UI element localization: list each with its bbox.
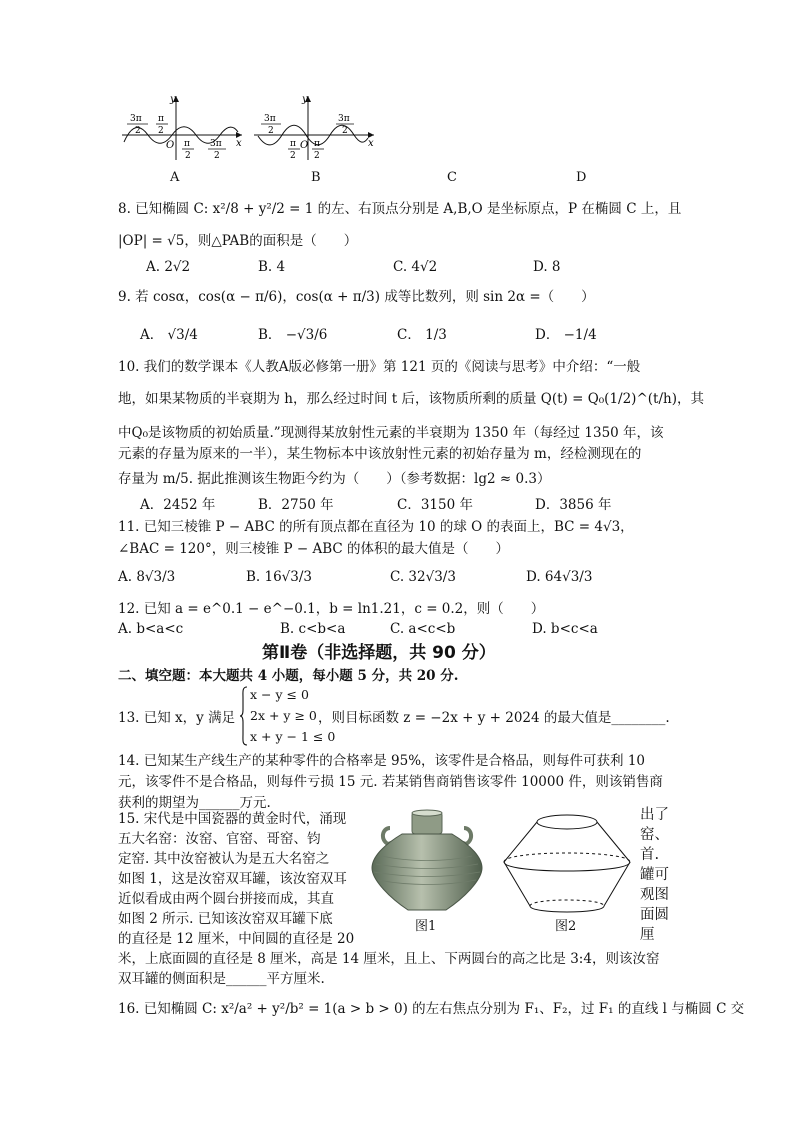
q14-line2: 元，该零件不是合格品，则每件亏损 15 元. 若某销售商销售该零件 10000 件，则该销售商 [118, 774, 663, 790]
graph-a-n3pi-den: 2 [135, 126, 141, 136]
q15-right7: 厘 [640, 927, 655, 943]
q8-option-c: C. 4√2 [393, 259, 438, 275]
graph-a-npi-den: 2 [158, 126, 164, 136]
jar-figure-image [368, 806, 486, 916]
q16-stem: 16. 已知椭圆 C: x²/a² + y²/b² = 1(a > b > 0) 的左右焦点分别为 F₁、F₂，过 F₁ 的直线 l 与椭圆 C 交 [118, 1001, 745, 1017]
graph-b-pi: π [314, 139, 320, 149]
graph-a-pi: π [184, 139, 190, 149]
q14-line3: 获利的期望为______万元. [118, 795, 271, 811]
graph-b-3pi-den: 2 [342, 126, 348, 136]
q12-option-a: A. b<a<c [118, 621, 184, 637]
q12-option-d: D. b<c<a [532, 621, 598, 637]
graph-a-3pi-den: 2 [214, 151, 220, 161]
q15-line3: 定窑. 其中汝窑被认为是五大名窑之 [118, 851, 330, 867]
q15-right5: 观图 [640, 887, 669, 903]
q13-brace [239, 686, 249, 746]
q13-system-row3: x + y − 1 ≤ 0 [250, 729, 336, 744]
q11-option-a: A. 8√3/3 [118, 569, 176, 585]
q10-line1: 10. 我们的数学课本《人教A版必修第一册》第 121 页的《阅读与思考》中介绍：“一般 [118, 359, 641, 375]
q9-option-a: A． √3/4 [140, 327, 198, 343]
q10-line4: 元素的存量为原来的一半），某生物标本中该放射性元素的初始存量为 m，经检测现在的 [118, 446, 642, 462]
graph-a-pi-den: 2 [185, 151, 191, 161]
q9-stem: 9. 若 cosα，cos(α − π/6)，cos(α + π/3) 成等比数列，则 sin 2α =（ ） [118, 289, 595, 305]
q15-line9: 双耳罐的侧面积是______平方厘米. [118, 971, 325, 987]
q10-line3: 中Q₀是该物质的初始质量.”现测得某放射性元素的半衰期为 1350 年（每经过 1350 年，该 [118, 425, 664, 441]
graph-label-d: D [576, 170, 587, 185]
frustum-figure-diagram [500, 812, 634, 914]
q9-option-d: D． −1/4 [535, 327, 597, 343]
q15-line5: 近似看成由两个圆台拼接而成，其直 [118, 891, 334, 907]
graph-b-n3pi: 3π [264, 114, 276, 124]
graph-a-origin: O [166, 140, 175, 151]
q15-line6: 如图 2 所示. 已知该汝窑双耳罐下底 [118, 911, 333, 927]
q13-system-row1: x − y ≤ 0 [250, 687, 309, 702]
graph-b-npi-den: 2 [290, 151, 296, 161]
q11-line1: 11. 已知三棱锥 P − ABC 的所有顶点都在直径为 10 的球 O 的表面上，BC = 4√3， [118, 519, 634, 535]
q9-option-c: C． 1/3 [397, 327, 447, 343]
q8-option-a: A. 2√2 [146, 259, 191, 275]
q8-option-b: B. 4 [258, 259, 286, 275]
q15-right2: 窑、 [640, 827, 669, 843]
q15-right6: 面圆 [640, 907, 669, 923]
graph-b-pi-den: 2 [314, 151, 320, 161]
q15-line4: 如图 1，这是汝窑双耳罐，该汝窑双耳 [118, 871, 347, 887]
q11-option-c: C. 32√3/3 [390, 569, 456, 585]
graph-b-npi: π [290, 139, 296, 149]
q8-stem: 8. 已知椭圆 C: x²/8 + y²/2 = 1 的左、右顶点分别是 A,B,O 是坐标原点，P 在椭圆 C 上，且 [118, 201, 682, 217]
graph-option-b [250, 92, 380, 162]
graph-a-y: y [170, 94, 176, 105]
q15-right4: 罐可 [640, 867, 669, 883]
q15-line8: 米，上底面圆的直径是 8 厘米，高是 14 厘米，且上、下两圆台的高之比是 3:4，则该汝窑 [118, 951, 660, 967]
section-title: 第Ⅱ卷（非选择题，共 90 分） [262, 643, 496, 663]
q10-line5: 存量为 m/5. 据此推测该生物距今约为（ ）（参考数据：lg2 ≈ 0.3） [118, 471, 551, 487]
graph-label-b: B [311, 170, 321, 185]
graph-b-n3pi-den: 2 [268, 126, 274, 136]
fill-in-header: 二、填空题：本大题共 4 小题，每小题 5 分，共 20 分. [118, 668, 459, 684]
q10-line2: 地，如果某物质的半衰期为 h，那么经过时间 t 后，该物质所剩的质量 Q(t) = Q₀(1/2)^(t/h)，其 [118, 391, 704, 407]
q11-line2: ∠BAC = 120°，则三棱锥 P − ABC 的体积的最大值是（ ） [118, 541, 510, 557]
figure2-caption: 图2 [555, 919, 577, 934]
graph-label-c: C [447, 170, 457, 185]
graph-b-y: y [302, 94, 308, 105]
q10-option-c: C．3150 年 [397, 497, 473, 513]
graph-b-origin: O [300, 140, 309, 151]
figure1-caption: 图1 [415, 919, 437, 934]
q12-option-c: C. a<c<b [390, 621, 456, 637]
q13-tail: ，则目标函数 z = −2x + y + 2024 的最大值是________. [318, 710, 670, 726]
graph-a-x: x [236, 138, 242, 149]
q15-right3: 首. [640, 847, 660, 863]
q8-option-d: D. 8 [533, 259, 561, 275]
q10-option-b: B．2750 年 [258, 497, 334, 513]
q12-option-b: B. c<b<a [280, 621, 346, 637]
graph-option-a [118, 92, 248, 162]
q10-option-a: A．2452 年 [140, 497, 216, 513]
q11-option-b: B. 16√3/3 [246, 569, 313, 585]
q15-line7: 的直径是 12 厘米，中间圆的直径是 20 [118, 931, 355, 947]
graph-label-a: A [170, 170, 180, 185]
q15-right1: 出了 [640, 807, 669, 823]
q15-line1: 15. 宋代是中国瓷器的黄金时代，涌现 [118, 811, 347, 827]
q10-option-d: D．3856 年 [535, 497, 612, 513]
q9-option-b: B． −√3/6 [258, 327, 328, 343]
graph-b-x: x [368, 138, 374, 149]
q8-stem2: |OP| = √5，则△PAB的面积是（ ） [118, 233, 358, 249]
q13-system-row2: 2x + y ≥ 0 [250, 708, 317, 723]
graph-b-3pi: 3π [338, 114, 350, 124]
q11-option-d: D. 64√3/3 [526, 569, 593, 585]
q15-line2: 五大名窑：汝窑、官窑、哥窑、钧 [118, 831, 321, 847]
graph-a-npi: π [158, 114, 164, 124]
graph-a-3pi: 3π [210, 139, 222, 149]
q13-lead: 13. 已知 x，y 满足 [118, 710, 236, 726]
q12-stem: 12. 已知 a = e^0.1 − e^−0.1，b = ln1.21，c = 0.2，则（ ） [118, 601, 545, 617]
q14-line1: 14. 已知某生产线生产的某种零件的合格率是 95%，该零件是合格品，则每件可获利 10 [118, 753, 646, 769]
graph-a-n3pi: 3π [130, 114, 142, 124]
